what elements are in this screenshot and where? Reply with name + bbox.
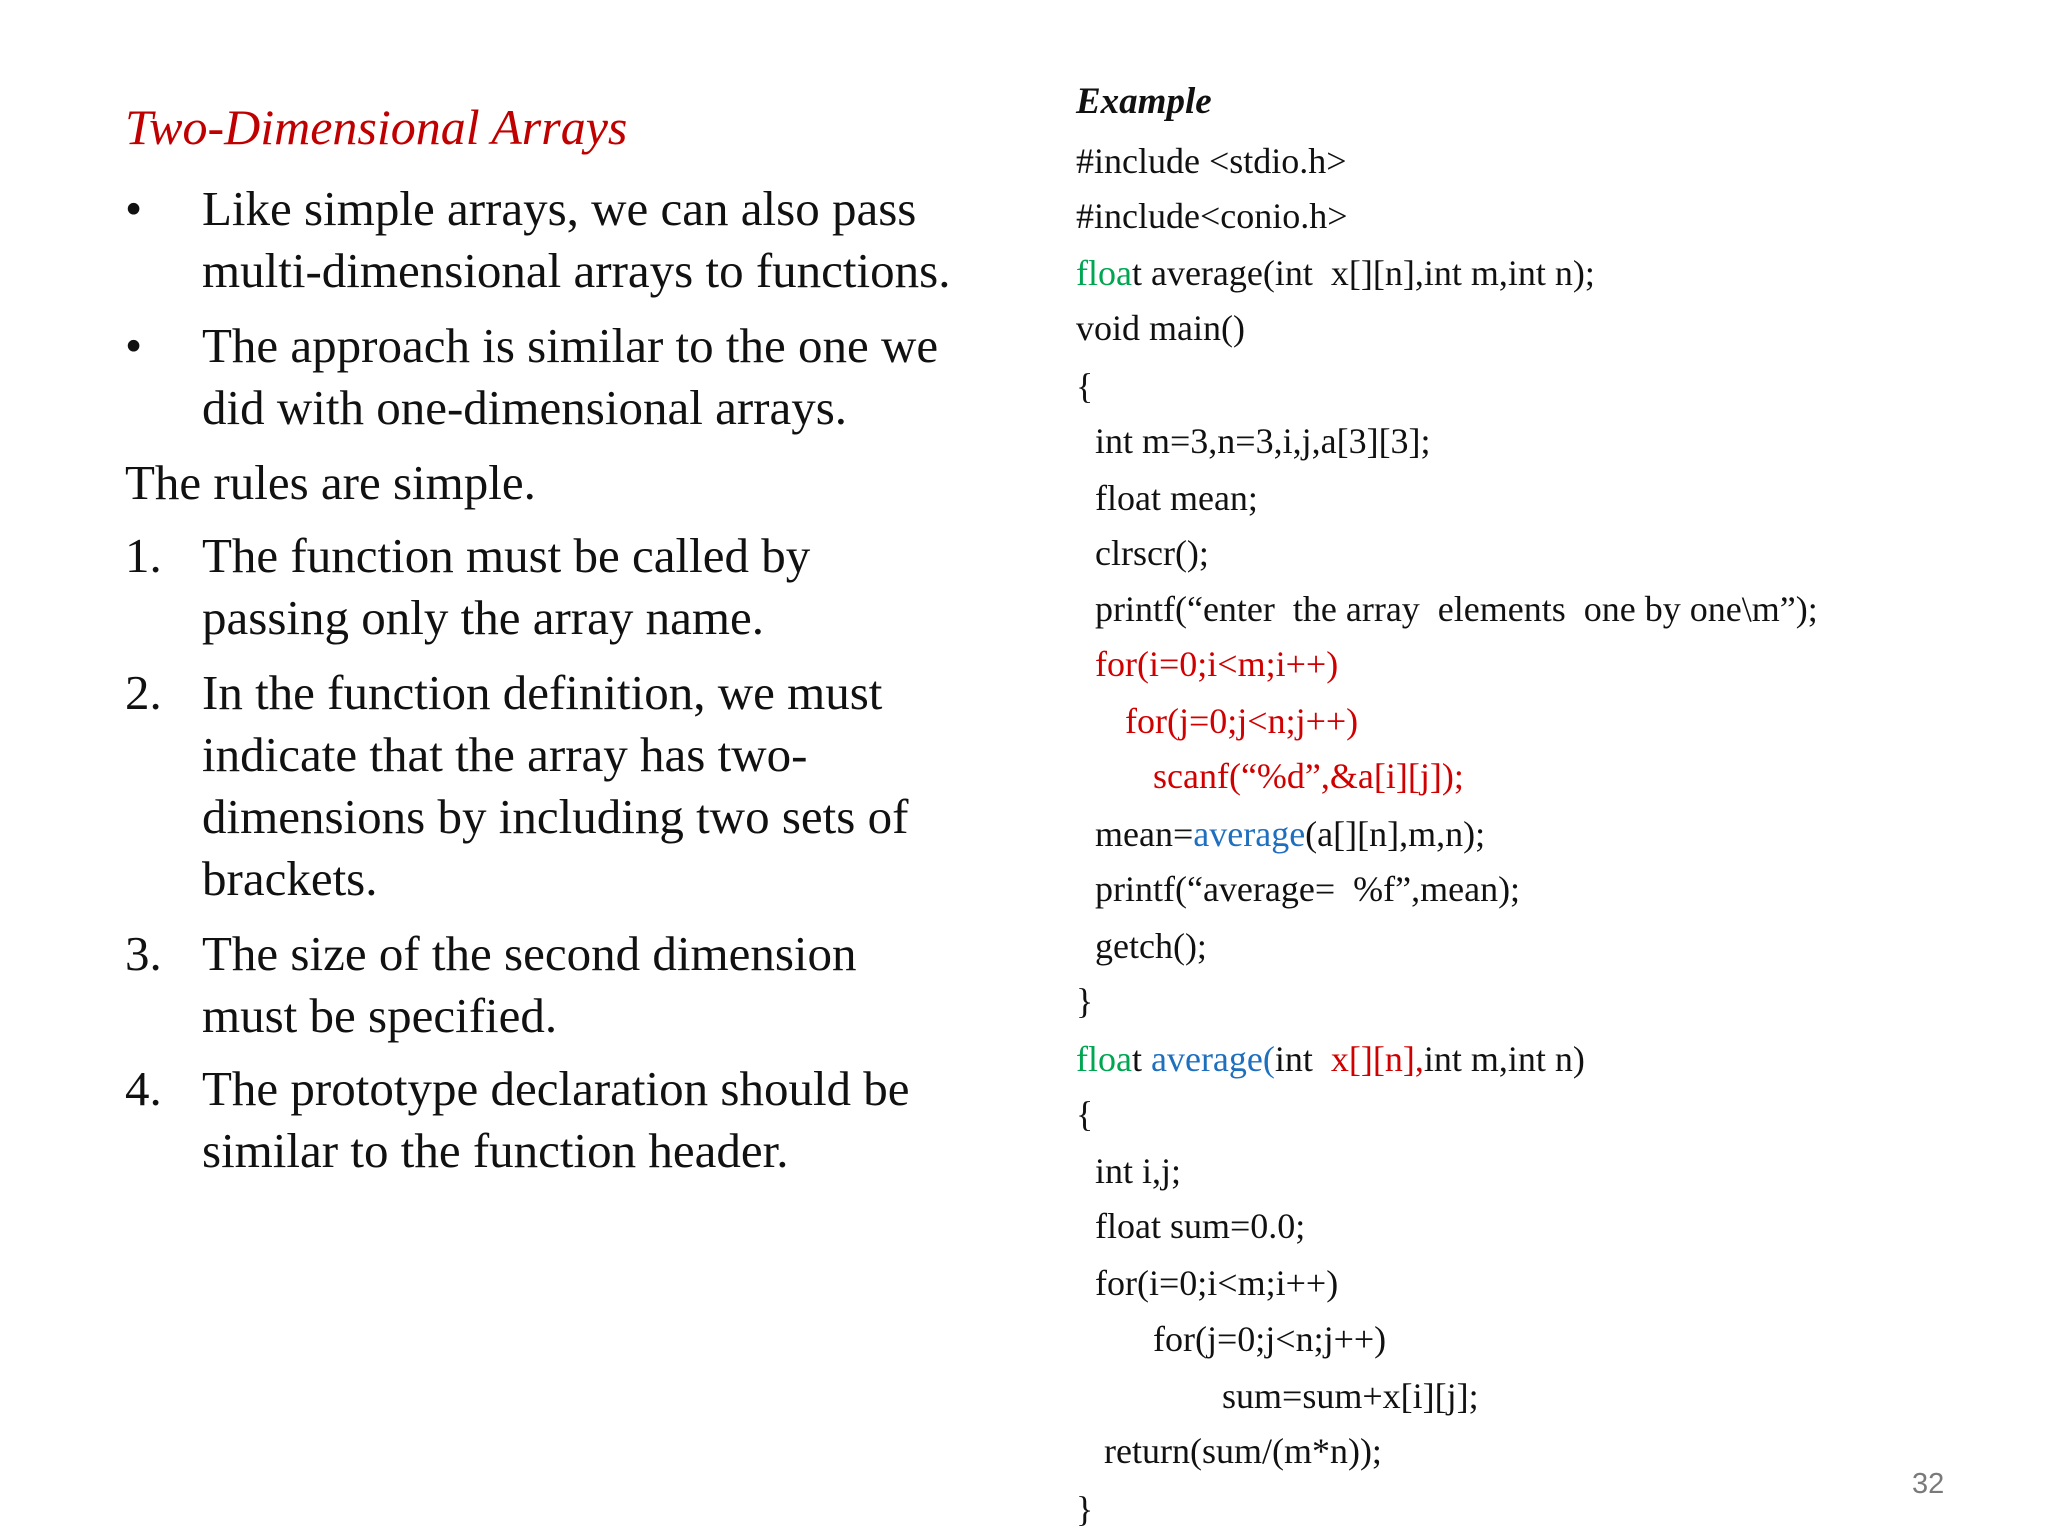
rule-4-line-2: similar to the function header.: [202, 1123, 789, 1178]
rule-4-line-1: The prototype declaration should be: [202, 1061, 910, 1116]
code-line: for(j=0;j<n;j++): [1125, 701, 1359, 741]
bullet-2-line-2: did with one-dimensional arrays.: [202, 380, 848, 435]
example-title: Example: [1076, 81, 1212, 122]
function-name: average(: [1150, 1039, 1275, 1079]
code-line: {: [1076, 1094, 1094, 1134]
code-line: for(i=0;i<m;i++): [1095, 644, 1339, 684]
code-line: [1076, 252, 1595, 294]
code-line: int m=3,n=3,i,j,a[3][3];: [1095, 421, 1431, 461]
rule-2-line-1: In the function definition, we must: [202, 665, 883, 720]
code-line: }: [1076, 1489, 1094, 1529]
keyword-float: floa: [1076, 1039, 1132, 1079]
code-line: int i,j;: [1095, 1151, 1182, 1191]
rule-2-line-4: brackets.: [202, 851, 378, 906]
code-line: clrscr();: [1095, 533, 1209, 573]
rule-number: 1.: [125, 528, 162, 583]
array-parameter: x[][n],: [1330, 1039, 1424, 1079]
slide-heading: Two-Dimensional Arrays: [125, 99, 628, 155]
code-fragment: int: [1274, 1039, 1331, 1079]
code-line: printf(“average= %f”,mean);: [1095, 869, 1521, 909]
code-line: {: [1076, 366, 1094, 406]
code-line: }: [1076, 981, 1094, 1021]
code-fragment: (a[][n],m,n);: [1305, 814, 1486, 854]
bullet-1-line-2: multi-dimensional arrays to functions.: [202, 243, 951, 298]
code-line: getch();: [1095, 926, 1207, 966]
bullet-marker: •: [125, 181, 143, 236]
rule-3-line-2: must be specified.: [202, 988, 558, 1043]
rule-2-line-2: indicate that the array has two-: [202, 727, 808, 782]
code-line: #include <stdio.h>: [1076, 141, 1347, 181]
code-line: return(sum/(m*n));: [1104, 1431, 1382, 1471]
page-number: 32: [1912, 1468, 1945, 1500]
code-line: for(i=0;i<m;i++): [1095, 1263, 1339, 1303]
rule-1-line-2: passing only the array name.: [202, 590, 764, 645]
code-line: [1076, 1038, 1585, 1080]
code-line: #include<conio.h>: [1076, 196, 1348, 236]
code-line: for(j=0;j<n;j++): [1153, 1319, 1387, 1359]
function-name: average: [1193, 814, 1306, 854]
code-fragment: t: [1131, 1039, 1151, 1079]
code-line: sum=sum+x[i][j];: [1222, 1376, 1479, 1416]
bullet-marker: •: [125, 318, 143, 373]
code-line: scanf(“%d”,&a[i][j]);: [1153, 756, 1464, 796]
rule-number: 3.: [125, 926, 162, 981]
code-line: float mean;: [1095, 478, 1258, 518]
bullet-2-line-1: The approach is similar to the one we: [202, 318, 939, 373]
rule-number: 4.: [125, 1061, 162, 1116]
rule-number: 2.: [125, 665, 162, 720]
bullet-1-line-1: Like simple arrays, we can also pass: [202, 181, 917, 236]
rule-1-line-1: The function must be called by: [202, 528, 811, 583]
rules-intro: The rules are simple.: [125, 455, 536, 510]
code-line: printf(“enter the array elements one by one\m”);: [1095, 589, 1818, 629]
rule-2-line-3: dimensions by including two sets of: [202, 789, 909, 844]
code-line: float sum=0.0;: [1095, 1206, 1306, 1246]
code-fragment: mean=: [1095, 814, 1194, 854]
rule-3-line-1: The size of the second dimension: [202, 926, 857, 981]
code-line: void main(): [1076, 308, 1245, 348]
code-fragment: int m,int n): [1423, 1039, 1585, 1079]
keyword-float: floa: [1076, 253, 1132, 293]
code-fragment: t average(int x[][n],int m,int n);: [1131, 253, 1595, 293]
code-line: [1095, 813, 1485, 855]
